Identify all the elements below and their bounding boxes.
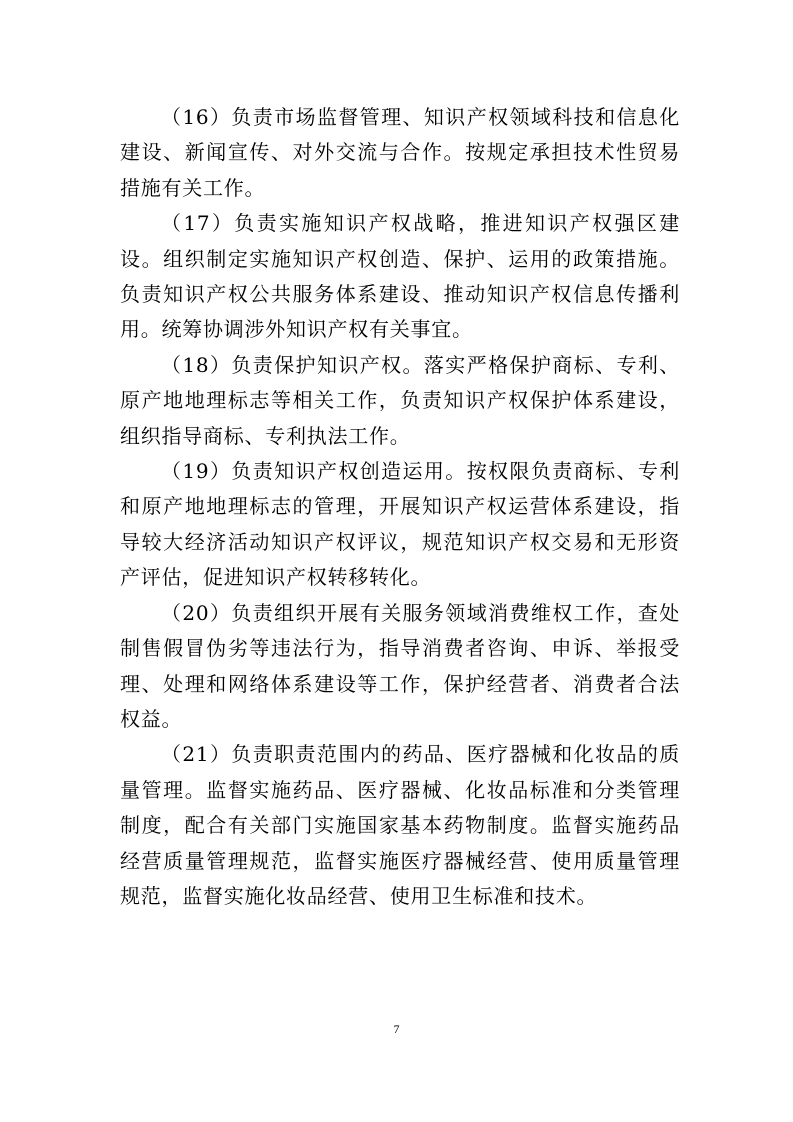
paragraph-19: （19）负责知识产权创造运用。按权限负责商标、专利和原产地地理标志的管理，开展知识产权运营体系建设，指导较大经济活动知识产权评议，规范知识产权交易和无形资产评估，促进知识产权转移转化。 [120,459,680,590]
paragraph-17: （17）负责实施知识产权战略，推进知识产权强区建设。组织制定实施知识产权创造、保护、运用的政策措施。负责知识产权公共服务体系建设、推动知识产权信息传播利用。统筹协调涉外知识产权有关事宜。 [120,211,680,342]
paragraph-21: （21）负责职责范围内的药品、医疗器械和化妆品的质量管理。监督实施药品、医疗器械、化妆品标准和分类管理制度，配合有关部门实施国家基本药物制度。监督实施药品经营质量管理规范，监督实施医疗器械经营、使用质量管理规范，监督实施化妆品经营、使用卫生标准和技术。 [120,742,680,908]
paragraph-16: （16）负责市场监督管理、知识产权领域科技和信息化建设、新闻宣传、对外交流与合作。按规定承担技术性贸易措施有关工作。 [120,105,680,200]
paragraph-18: （18）负责保护知识产权。落实严格保护商标、专利、原产地地理标志等相关工作，负责知识产权保护体系建设，组织指导商标、专利执法工作。 [120,352,680,448]
page-number: 7 [393,1022,400,1036]
document-body [120,100,680,914]
paragraph-20: （20）负责组织开展有关服务领域消费维权工作，查处制售假冒伪劣等违法行为，指导消费者咨询、申诉、举报受理、处理和网络体系建设等工作，保护经营者、消费者合法权益。 [120,600,680,731]
